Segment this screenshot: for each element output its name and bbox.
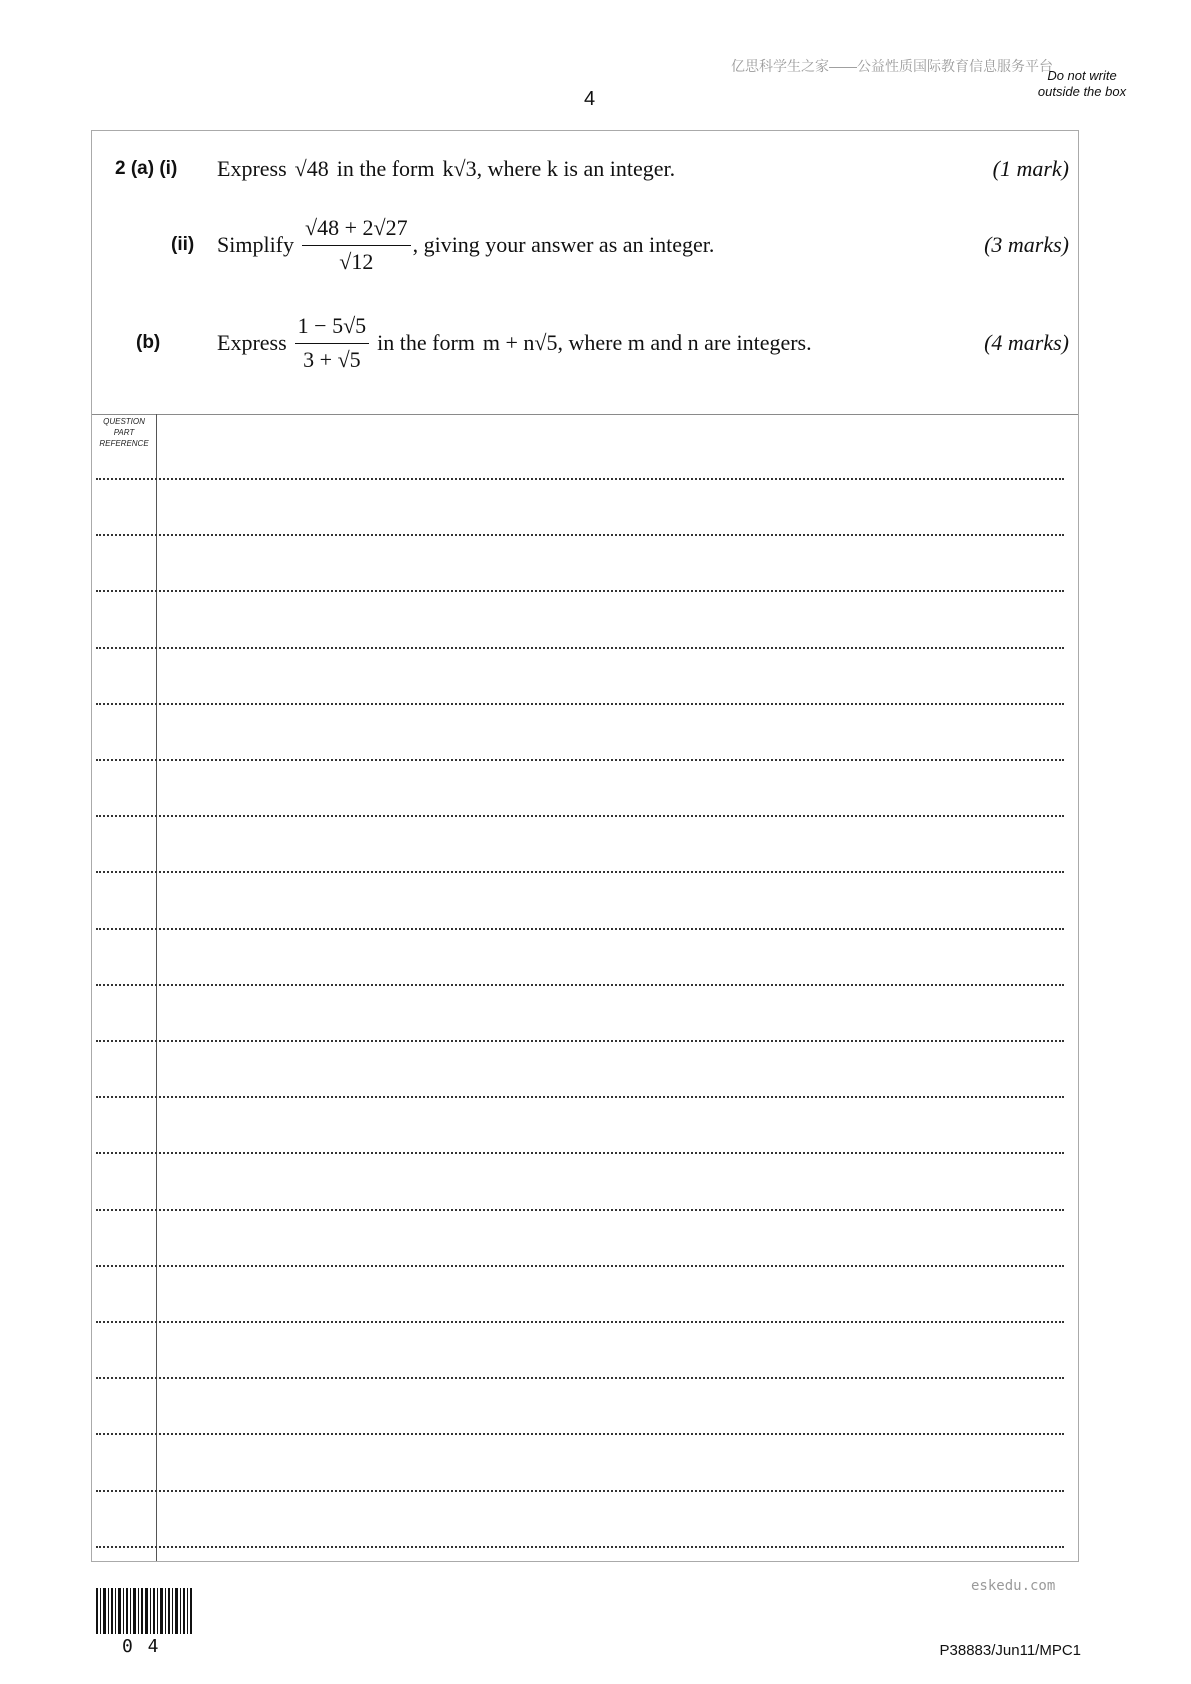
paper-reference: P38883/Jun11/MPC1 <box>939 1642 1081 1659</box>
answer-line[interactable] <box>96 928 1064 930</box>
fraction-denominator: √12 <box>339 249 374 274</box>
barcode-digits: 0 4 <box>122 1636 161 1657</box>
question-text: Express $\frac{1 - 5√5}{3 + √5}$ in the form m + n√5 , where m and n are integers. <box>217 313 812 372</box>
fraction <box>302 215 411 275</box>
question-number: 2 (a) (i) <box>115 158 178 179</box>
answer-line[interactable] <box>96 1040 1064 1042</box>
fraction-denominator: 3 + √5 <box>303 347 361 372</box>
answer-line[interactable] <box>96 590 1064 592</box>
question-part-b <box>92 313 1078 373</box>
question-part-a-i <box>92 139 1078 199</box>
answer-line[interactable] <box>96 534 1064 536</box>
fraction <box>295 313 369 373</box>
answer-line[interactable] <box>96 1490 1064 1492</box>
answer-line[interactable] <box>96 1433 1064 1435</box>
question-text: Simplify $\frac{√48 + 2√27}{√12}$ , giving your answer as an integer. <box>217 215 715 274</box>
answer-line[interactable] <box>96 1152 1064 1154</box>
answer-line[interactable] <box>96 871 1064 873</box>
margin-note: Do not write outside the box <box>1037 68 1127 99</box>
answer-area[interactable] <box>92 414 1078 1561</box>
question-part-reference-label: QUESTION PART REFERENCE <box>99 417 149 448</box>
fraction-numerator: √48 + 2√27 <box>302 215 411 246</box>
answer-line[interactable] <box>96 984 1064 986</box>
answer-line[interactable] <box>96 1546 1064 1548</box>
footer-watermark: eskedu.com <box>971 1578 1056 1594</box>
answer-line[interactable] <box>96 1377 1064 1379</box>
marks-label: (4 marks) <box>984 330 1069 355</box>
answer-line[interactable] <box>96 703 1064 705</box>
question-part-a-ii <box>92 215 1078 275</box>
part-label: (b) <box>136 332 161 353</box>
page-number: 4 <box>584 88 596 110</box>
math-expression: m + n√5 <box>482 330 558 355</box>
answer-line[interactable] <box>96 1096 1064 1098</box>
answer-line[interactable] <box>96 1321 1064 1323</box>
marks-label: (1 mark) <box>992 156 1069 181</box>
marks-label: (3 marks) <box>984 232 1069 257</box>
question-area <box>92 131 1078 415</box>
fraction-numerator: 1 − 5√5 <box>295 313 369 344</box>
header-watermark: 亿思科学生之家——公益性质国际教育信息服务平台 <box>731 58 1053 74</box>
part-label: (ii) <box>171 234 195 255</box>
answer-line[interactable] <box>96 647 1064 649</box>
answer-line[interactable] <box>96 1265 1064 1267</box>
question-text: Express √48 in the form k√3 , where k is an integer. <box>217 156 676 181</box>
answer-line[interactable] <box>96 759 1064 761</box>
answer-line[interactable] <box>96 1209 1064 1211</box>
answer-line[interactable] <box>96 478 1064 480</box>
answer-lines[interactable] <box>96 414 1064 1561</box>
math-expression: k√3 <box>442 156 477 181</box>
math-expression: √48 <box>294 156 329 181</box>
barcode-icon <box>96 1588 192 1634</box>
answer-line[interactable] <box>96 815 1064 817</box>
question-box <box>91 130 1079 1562</box>
